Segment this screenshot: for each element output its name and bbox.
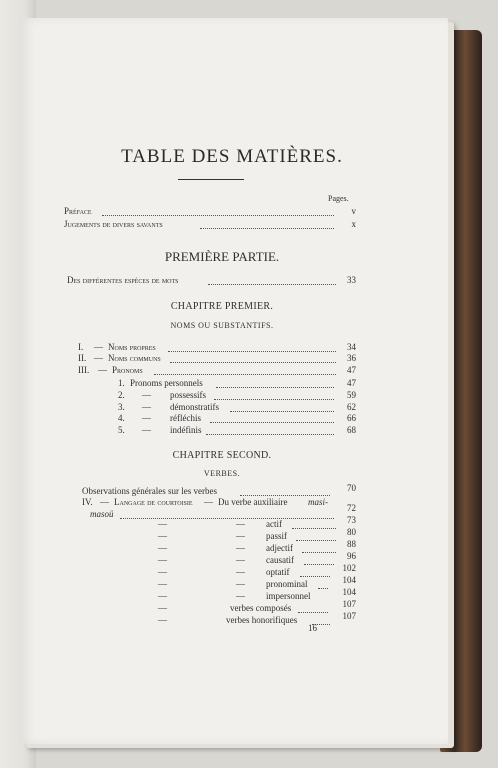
book-page xyxy=(22,18,448,744)
page-number: 34 xyxy=(347,342,356,352)
toc-subentry-label: possessifs xyxy=(170,390,207,400)
toc-subentry-label: Pronoms personnels xyxy=(130,378,203,388)
page-number: 80 xyxy=(347,527,356,537)
chapter-subtitle: NOMS OU SUBSTANTIFS. xyxy=(170,321,274,330)
page-number: 66 xyxy=(347,413,356,423)
toc-subentry-label: passif xyxy=(266,531,287,541)
toc-subentry-number: 3. xyxy=(118,402,125,412)
dot-leader xyxy=(102,215,334,216)
page-number: 59 xyxy=(347,390,356,400)
part-title: PREMIÈRE PARTIE. xyxy=(164,249,280,264)
toc-entry-number: III. xyxy=(78,365,90,375)
page-number: 70 xyxy=(347,483,356,493)
page-number: 73 xyxy=(347,515,356,525)
toc-entry-dash: — xyxy=(98,365,107,375)
dot-leader xyxy=(154,374,336,375)
toc-subentry-dash: — xyxy=(158,603,167,613)
dot-leader xyxy=(240,495,330,496)
toc-subentry-dash: — xyxy=(158,579,167,589)
page-number: 72 xyxy=(347,503,356,513)
page-number: 47 xyxy=(347,378,356,388)
toc-subentry-dash: — xyxy=(236,555,245,565)
page-number: 47 xyxy=(347,365,356,375)
page-number: 88 xyxy=(347,539,356,549)
toc-subentry-label: causatif xyxy=(266,555,294,565)
toc-subentry-dash: — xyxy=(158,555,167,565)
dot-leader xyxy=(168,351,336,352)
dot-leader xyxy=(210,422,334,423)
toc-entry-number: I. xyxy=(78,342,84,352)
toc-subentry-dash: — xyxy=(236,567,245,577)
title-rule xyxy=(178,179,244,180)
toc-subentry-label: impersonnel xyxy=(266,591,311,601)
toc-entry-label: Observations générales sur les verbes xyxy=(82,486,217,496)
page-number: 33 xyxy=(347,275,356,285)
toc-entry-number: II. xyxy=(78,353,87,363)
toc-subentry-dash: — xyxy=(158,591,167,601)
page-number: 107 xyxy=(342,599,356,609)
page-number: 68 xyxy=(347,425,356,435)
toc-entry-label: Noms propres xyxy=(108,342,156,352)
dot-leader xyxy=(230,411,334,412)
toc-subentry-dash: — xyxy=(142,402,151,412)
toc-entry-dash: — xyxy=(94,353,103,363)
toc-entry-label: Des différentes espèces de mots xyxy=(67,275,179,285)
toc-entry-word: masoü xyxy=(90,509,114,519)
page-number: 104 xyxy=(342,575,356,585)
toc-subentry-number: 5. xyxy=(118,425,125,435)
toc-subentry-number: 2. xyxy=(118,390,125,400)
toc-subentry-label: adjectif xyxy=(266,543,293,553)
toc-entry-label: Langage de courtoisie xyxy=(114,497,193,507)
dot-leader xyxy=(216,387,334,388)
toc-entry-dash: — xyxy=(204,497,213,507)
toc-subentry-dash: — xyxy=(236,531,245,541)
dot-leader xyxy=(206,434,334,435)
toc-subentry-label: réfléchis xyxy=(170,413,201,423)
chapter-title: CHAPITRE SECOND. xyxy=(172,450,272,461)
pages-heading: Pages. xyxy=(328,194,349,203)
page-number: 96 xyxy=(347,551,356,561)
dot-leader xyxy=(170,362,336,363)
toc-subentry-number: 4. xyxy=(118,413,125,423)
dot-leader xyxy=(214,399,334,400)
toc-subentry-label: indéfinis xyxy=(170,425,202,435)
toc-entry-label: Préface xyxy=(64,206,92,216)
dot-leader xyxy=(208,284,336,285)
toc-subentry-dash: — xyxy=(158,543,167,553)
toc-subentry-dash: — xyxy=(142,413,151,423)
toc-subentry-dash: — xyxy=(236,591,245,601)
toc-subentry-dash: — xyxy=(142,390,151,400)
toc-entry-rest: Du verbe auxiliaire xyxy=(218,497,288,507)
chapter-title: CHAPITRE PREMIER. xyxy=(170,301,274,312)
toc-entry-dash: — xyxy=(94,342,103,352)
toc-subentry-label: démonstratifs xyxy=(170,402,219,412)
toc-subentry-dash: — xyxy=(236,579,245,589)
toc-subentry-label: optatif xyxy=(266,567,290,577)
toc-entry-label: Noms communs xyxy=(108,353,161,363)
toc-entry-word: masi- xyxy=(308,497,328,507)
page-number: 62 xyxy=(347,402,356,412)
toc-entry-label: Pronoms xyxy=(112,365,143,375)
page-number: 36 xyxy=(347,353,356,363)
page-title: TABLE DES MATIÈRES. xyxy=(121,146,343,167)
folio-number: 16 xyxy=(308,623,317,633)
toc-entry-number: IV. xyxy=(82,497,93,507)
page-number: v xyxy=(351,206,356,216)
chapter-subtitle: VERBES. xyxy=(203,469,241,478)
page-number: 104 xyxy=(342,587,356,597)
toc-subentry-dash: — xyxy=(158,615,167,625)
toc-subentry-label: pronominal xyxy=(266,579,308,589)
dot-leader xyxy=(120,518,334,519)
toc-subentry-dash: — xyxy=(158,519,167,529)
page-number: 102 xyxy=(342,563,356,573)
toc-subentry-dash: — xyxy=(158,567,167,577)
toc-subentry-dash: — xyxy=(158,531,167,541)
toc-subentry-label: verbes honorifiques xyxy=(226,615,298,625)
toc-subentry-dash: — xyxy=(236,543,245,553)
toc-entry-dash: — xyxy=(100,497,109,507)
toc-subentry-label: verbes composés xyxy=(230,603,292,613)
toc-subentry-label: actif xyxy=(266,519,282,529)
page-number: 107 xyxy=(342,611,356,621)
toc-subentry-dash: — xyxy=(142,425,151,435)
toc-entry-label: Jugements de divers savants xyxy=(64,219,163,229)
toc-subentry-number: 1. xyxy=(118,378,125,388)
page-number: x xyxy=(351,219,356,229)
toc-subentry-dash: — xyxy=(236,519,245,529)
dot-leader xyxy=(200,228,334,229)
